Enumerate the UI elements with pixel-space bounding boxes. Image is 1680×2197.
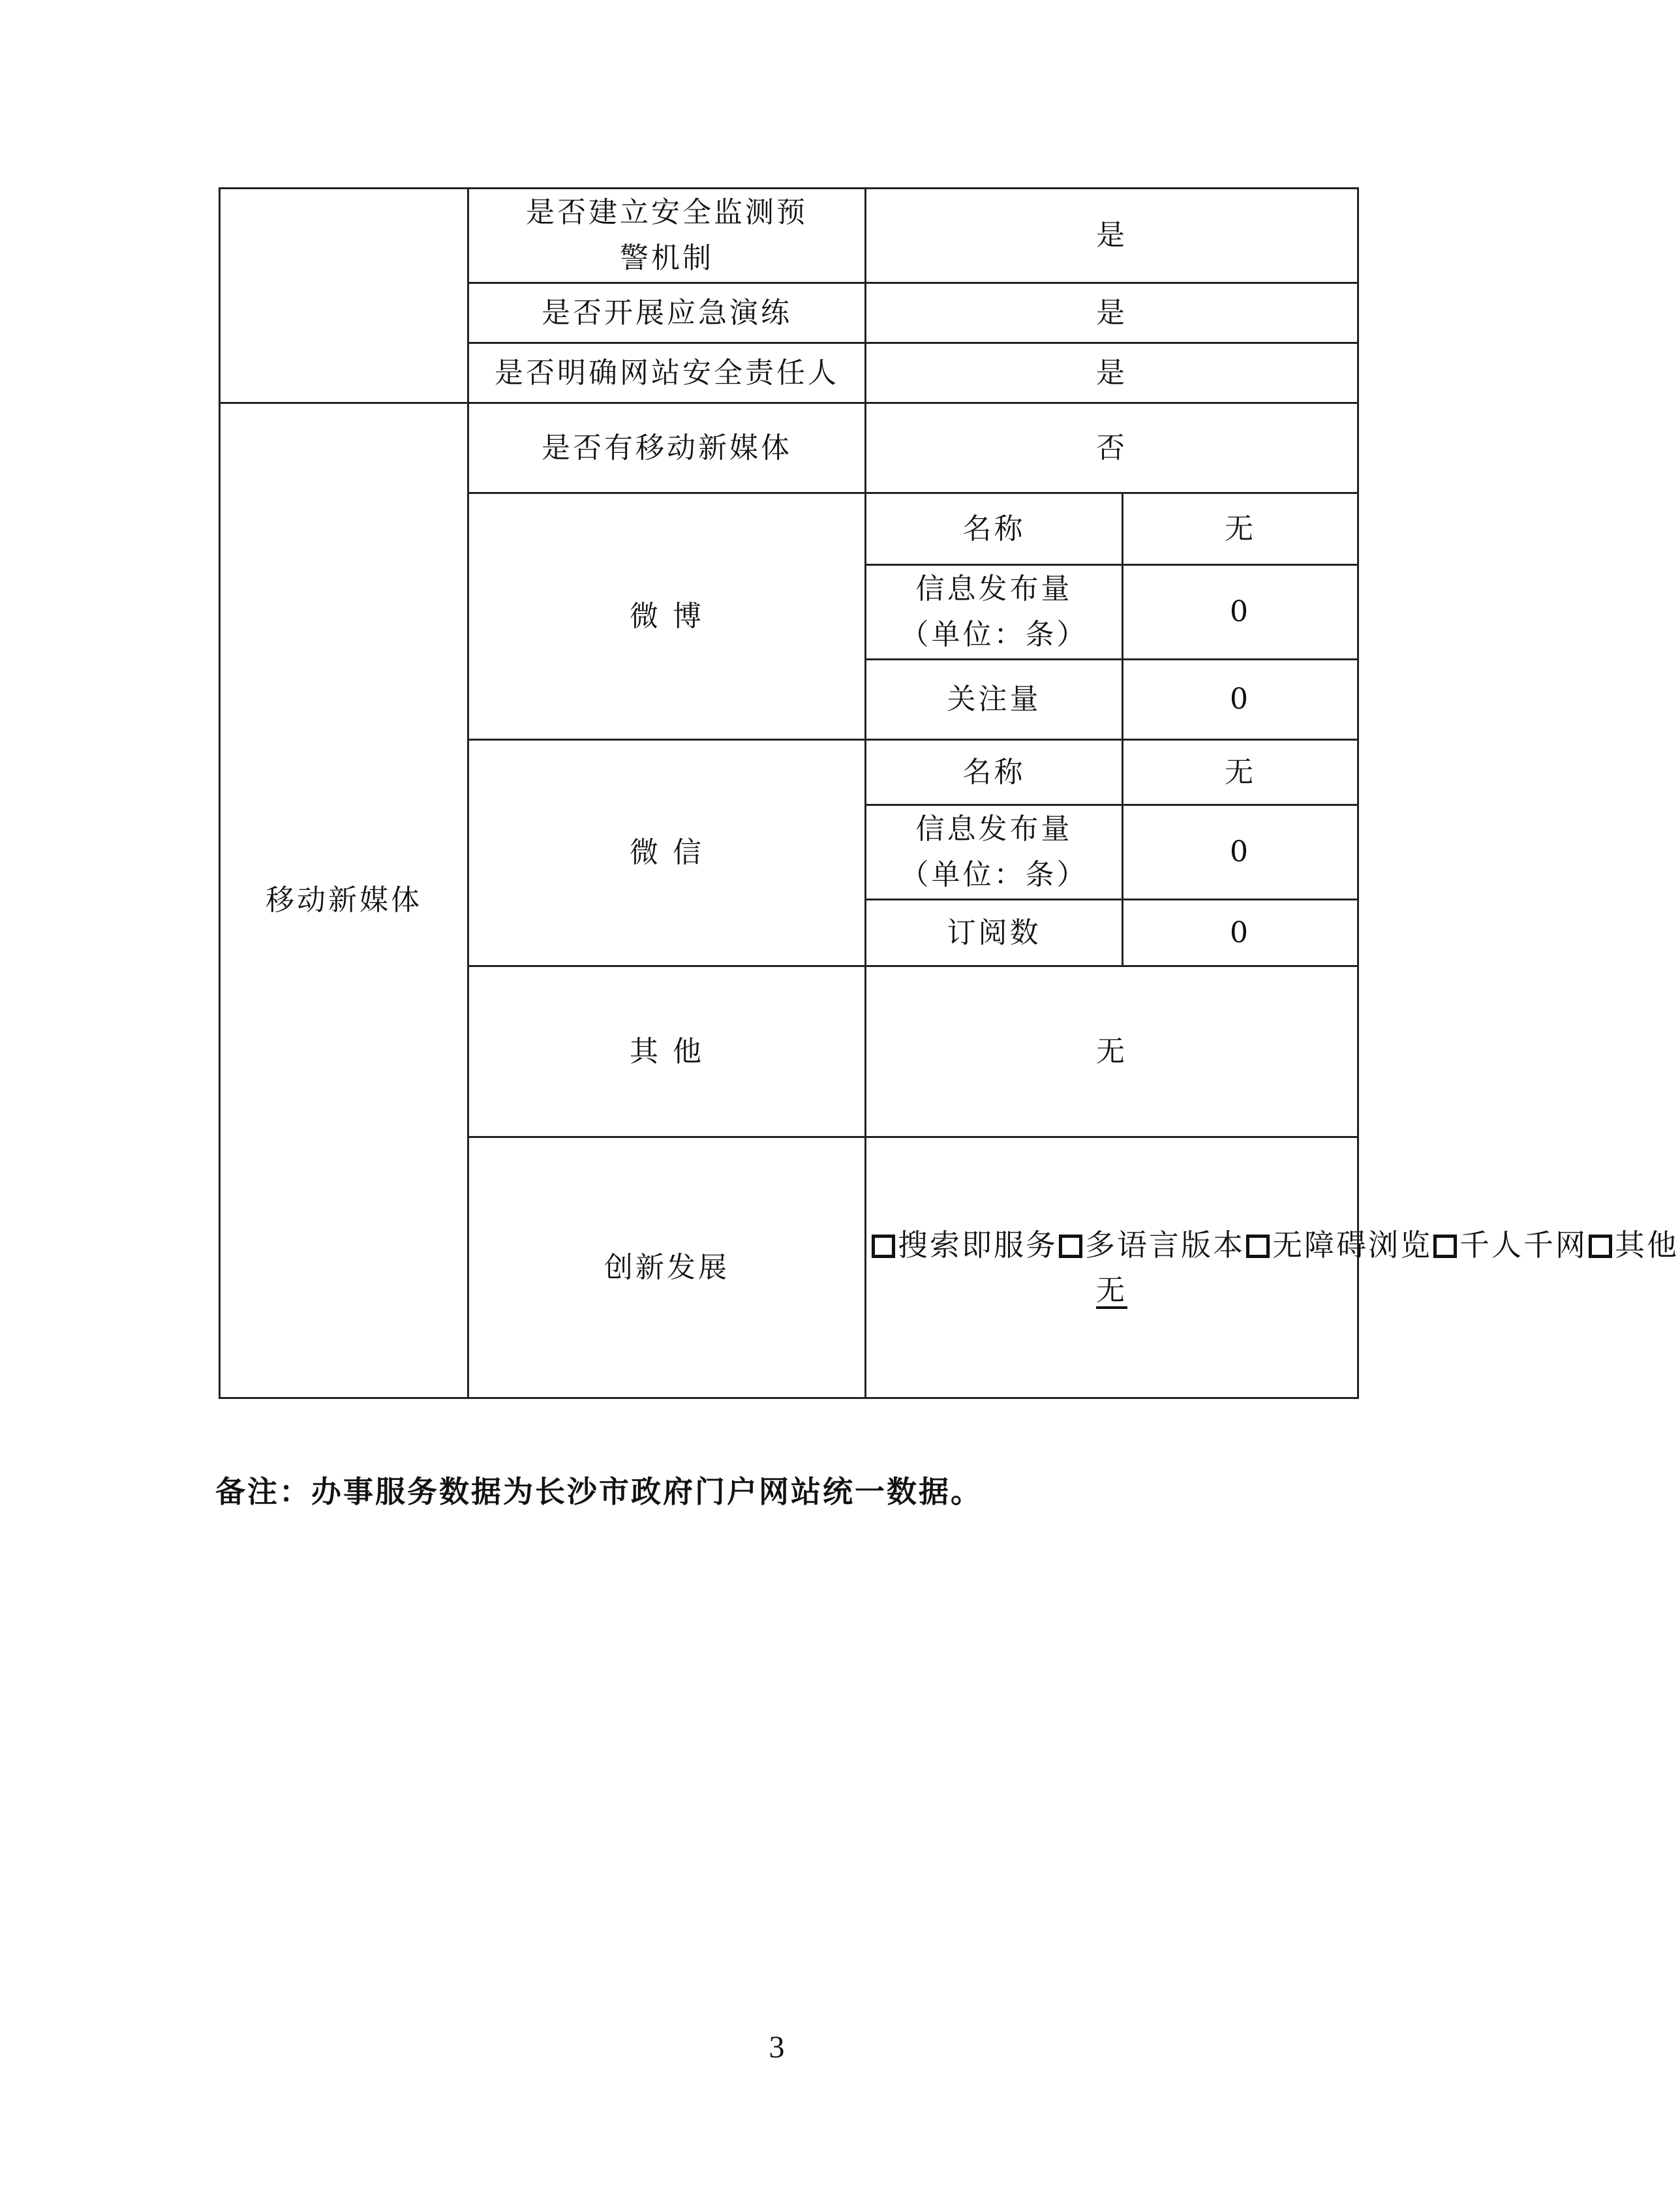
innovation-options-cell [866,1137,1679,1398]
weibo-publish-label [866,565,1123,660]
wechat-name-label: 名称 [866,740,1123,805]
weibo-name-label: 名称 [866,493,1123,565]
has-mobile-value: 否 [866,403,1358,493]
option-accessibility: 无障碍浏览 [1272,1227,1432,1263]
wechat-name-value: 无 [1123,740,1358,805]
drill-value: 是 [866,283,1358,343]
weibo-publish-label-line2: （单位：条） [900,618,1088,651]
checkbox-unchecked-icon [1246,1235,1270,1258]
weibo-followers-label: 关注量 [866,660,1123,740]
innovation-options [872,1222,1679,1268]
wechat-subscribers-value: 0 [1123,900,1358,966]
weibo-publish-value: 0 [1123,565,1358,660]
checkbox-unchecked-icon [1589,1235,1612,1258]
wechat-publish-label-line1: 信息发布量 [915,812,1073,846]
monitoring-label: 是否建立安全监测预警机制 [468,189,866,283]
wechat-subscribers-label: 订阅数 [866,900,1123,966]
option-search-service: 搜索即服务 [898,1227,1058,1263]
has-mobile-label: 是否有移动新媒体 [468,403,866,493]
weibo-followers-value: 0 [1123,660,1358,740]
wechat-publish-label-line2: （单位：条） [900,858,1088,891]
responsible-value: 是 [866,343,1358,403]
checkbox-unchecked-icon [1059,1235,1082,1258]
page-number: 3 [769,2030,785,2065]
option-personalized: 千人千网 [1459,1227,1587,1263]
other-media-label: 其 他 [468,966,866,1137]
wechat-label: 微 信 [468,740,866,966]
checkbox-unchecked-icon [872,1235,895,1258]
responsible-label: 是否明确网站安全责任人 [468,343,866,403]
security-section-cell [220,189,468,403]
other-media-value: 无 [866,966,1358,1137]
drill-label: 是否开展应急演练 [468,283,866,343]
wechat-publish-value: 0 [1123,805,1358,900]
weibo-label: 微 博 [468,493,866,740]
weibo-publish-label-line1: 信息发布量 [915,572,1073,606]
wechat-publish-label [866,805,1123,900]
weibo-name-value: 无 [1123,493,1358,565]
mobile-section-label: 移动新媒体 [220,403,468,1398]
table-row [220,189,1358,283]
report-table [219,187,1679,1399]
footnote: 备注：办事服务数据为长沙市政府门户网站统一数据。 [215,1474,983,1509]
option-multilingual: 多语言版本 [1085,1227,1245,1263]
table-row [220,403,1358,493]
monitoring-value: 是 [866,189,1358,283]
innovation-section-label: 创新发展 [468,1137,866,1398]
innovation-other-value: 无 [1096,1273,1127,1307]
checkbox-unchecked-icon [1433,1235,1457,1258]
option-other: 其他 [1615,1227,1679,1263]
